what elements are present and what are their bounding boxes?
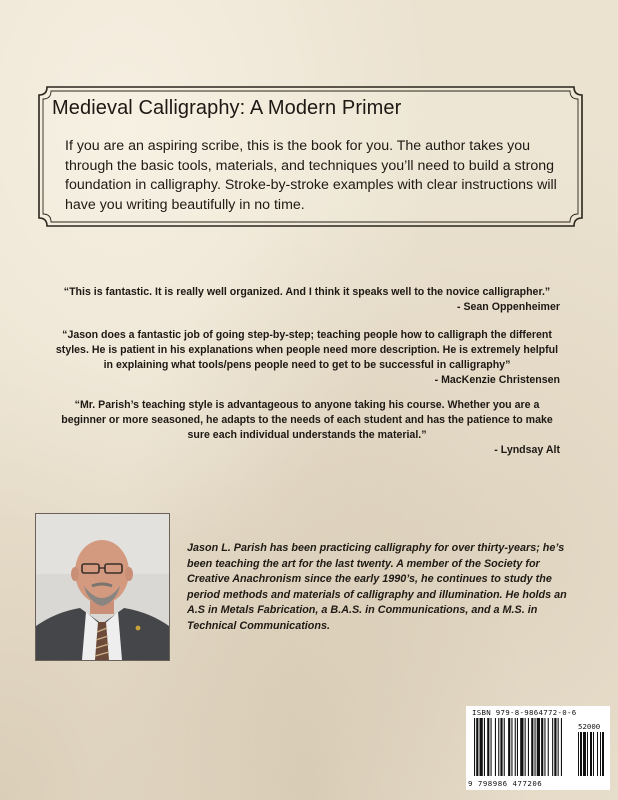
isbn-label: ISBN 979-8-9864772-0-6 — [472, 708, 577, 717]
review-quote: “Mr. Parish’s teaching style is advantageous to anyone taking his course. Whether you are a beginner or more seasoned, he adapts to the needs of each student and has the patience to make sure each individual understands the material.” — [61, 399, 553, 441]
author-photo — [35, 513, 170, 661]
barcode-bars — [474, 718, 604, 780]
review-author: - MacKenzie Christensen — [434, 374, 560, 386]
isbn-barcode — [466, 706, 610, 790]
review-1 — [54, 285, 560, 315]
book-title: Medieval Calligraphy: A Modern Primer — [52, 97, 402, 119]
author-bio: Jason L. Parish has been practicing calligraphy for over thirty-years; he’s been teaching the art for the last twenty. A member of the Society for Creative Anachronism since the early 1990’s, he continues to study the period methods and materials of calligraphy and illumination. He holds an A.S in Metals Fabrication, a B.A.S. in Communications, and a M.S. in Technical Communications. — [187, 542, 567, 632]
blurb-frame — [37, 85, 584, 228]
review-quote: “Jason does a fantastic job of going step-by-step; teaching people how to calligraph the different styles. He is patient in his explanations when people need more description. He is extremely helpful in explaining what tools/pens people need to get to be successful in calligraphy” — [55, 329, 559, 371]
price-code: 52000 — [578, 722, 601, 731]
review-author: - Lyndsay Alt — [494, 444, 560, 456]
author-portrait-image — [36, 514, 169, 660]
review-quote: “This is fantastic. It is really well organized. And I think it speaks well to the novice calligrapher.” — [63, 286, 551, 298]
barcode-digits: 9 798986 477206 — [468, 779, 543, 788]
review-2 — [54, 328, 560, 388]
review-3 — [54, 398, 560, 458]
review-author: - Sean Oppenheimer — [456, 301, 560, 313]
book-blurb: If you are an aspiring scribe, this is the book for you. The author takes you through the basic tools, materials, and techniques you’ll need to build a strong foundation in calligraphy. Stroke-by-stroke examples with clear instructions will have you writing beautifully in no time. — [65, 138, 557, 213]
